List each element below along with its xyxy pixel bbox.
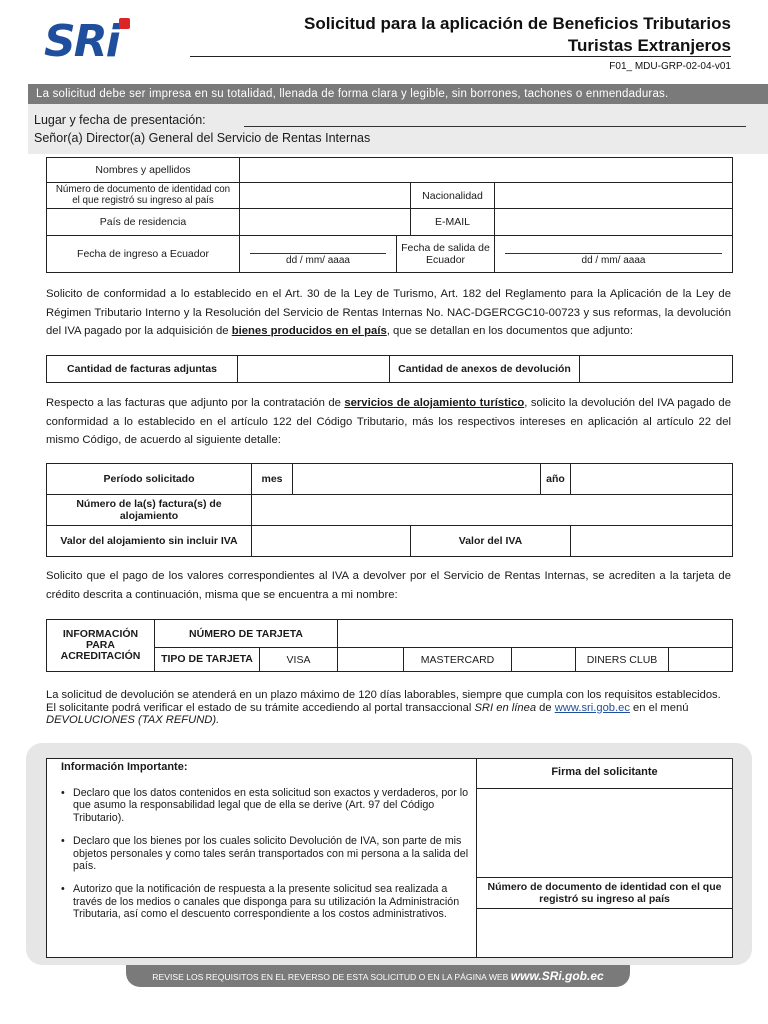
info-acreditacion-label: INFORMACIÓN PARA ACREDITACIÓN xyxy=(47,620,155,672)
plazo-line3 xyxy=(46,714,731,727)
cantidad-anexos-label: Cantidad de anexos de devolución xyxy=(390,356,580,383)
valor-iva-label: Valor del IVA xyxy=(411,526,571,557)
cantidad-facturas-field[interactable] xyxy=(238,356,390,383)
fecha-ingreso-format: dd / mm/ aaaa xyxy=(286,255,350,266)
sri-logo xyxy=(44,16,134,68)
mastercard-checkbox[interactable] xyxy=(512,648,576,672)
pais-label: País de residencia xyxy=(47,209,240,236)
solicitud-alojamiento-paragraph xyxy=(46,394,731,450)
signature-documento-label: Número de documento de identidad con el que registró su ingreso al país xyxy=(477,877,732,909)
pago-tarjeta-paragraph: Solicito que el pago de los valores correspondientes al IVA a devolver por el Servicio de Rentas Internas, se acrediten a la tarjeta de crédito descrita a continuación, misma que se encuentra a mi nombre: xyxy=(46,570,731,601)
para1-text-a: Solicito de conformidad a lo establecido en el Art. 30 de la Ley de Turismo, Art. 182 del Reglamento para la Aplicación de la Ley de Régimen Tributario Interno y la Resolución del Servicio de Rentas Internas No. NAC-DGERCGC10-00723 y sus reformas, la devolución del IVA pagado por la adquisición de xyxy=(46,288,731,337)
presentation-section xyxy=(28,104,768,154)
signature-box xyxy=(476,758,733,958)
important-info-box xyxy=(46,758,478,958)
email-label: E-MAIL xyxy=(411,209,495,236)
valor-iva-field[interactable] xyxy=(571,526,733,557)
firma-label: Firma del solicitante xyxy=(477,759,732,789)
cantidad-anexos-field[interactable] xyxy=(580,356,733,383)
cantidad-facturas-label: Cantidad de facturas adjuntas xyxy=(47,356,238,383)
addressee: Señor(a) Director(a) General del Servicio de Rentas Internas xyxy=(34,131,371,145)
lugar-fecha-field[interactable] xyxy=(244,126,746,127)
devoluciones-menu: DEVOLUCIONES (TAX REFUND). xyxy=(46,714,220,726)
numero-tarjeta-label: NÚMERO DE TARJETA xyxy=(155,620,338,648)
numero-tarjeta-field[interactable] xyxy=(338,620,733,648)
para2-emphasis: servicios de alojamiento turístico xyxy=(344,397,525,409)
important-info-title: Información Importante: xyxy=(61,761,188,773)
periodo-label: Período solicitado xyxy=(47,464,252,495)
footer-text: REVISE LOS REQUISITOS EN EL REVERSO DE ESTA SOLICITUD O EN LA PÁGINA WEB xyxy=(152,972,511,982)
mes-label: mes xyxy=(252,464,293,495)
mastercard-label: MASTERCARD xyxy=(404,648,512,672)
tipo-tarjeta-label: TIPO DE TARJETA xyxy=(155,648,260,672)
important-item-3: • Autorizo que la notificación de respuesta a la presente solicitud sea realizada a través de los medios o canales que disponga para su utilización la Administración Tributaria, así como el descuento correspondiente a los costos administrativos. xyxy=(61,883,469,920)
signature-documento-field[interactable] xyxy=(477,909,732,957)
footer-website[interactable]: www.SRi.gob.ec xyxy=(510,969,604,983)
footer-bar xyxy=(126,965,630,987)
title-divider xyxy=(190,56,731,57)
plazo-line2-c: en el menú xyxy=(629,701,689,714)
plazo-line2 xyxy=(46,702,731,715)
form-title-line1: Solicitud para la aplicación de Beneficios Tributarios xyxy=(303,14,731,33)
para2-text-b: , solicito la devolución del IVA pagado de conformidad a lo establecido en el artículo 122 del Código Tributario, más los respectivos intereses en aplicación al artículo 22 del mismo Código, de acuerdo al siguiente detalle: xyxy=(46,397,731,446)
fecha-ingreso-label: Fecha de ingreso a Ecuador xyxy=(47,236,240,273)
fecha-salida-field[interactable] xyxy=(495,236,733,273)
fecha-salida-line xyxy=(505,248,722,254)
visa-label: VISA xyxy=(260,648,338,672)
lugar-fecha-label: Lugar y fecha de presentación: xyxy=(34,113,206,127)
visa-checkbox[interactable] xyxy=(338,648,404,672)
nombres-field[interactable] xyxy=(240,158,733,183)
nacionalidad-field[interactable] xyxy=(495,183,733,209)
important-item-2: • Declaro que los bienes por los cuales solicito Devolución de IVA, son parte de mis objetos personales y como tales serán transportados con mi persona a la salida del país. xyxy=(61,835,469,872)
numero-facturas-label: Número de la(s) factura(s) de alojamiento xyxy=(47,495,252,526)
diners-checkbox[interactable] xyxy=(669,648,733,672)
card-table xyxy=(46,619,733,672)
plazo-paragraph xyxy=(46,689,731,727)
fecha-ingreso-line xyxy=(250,248,386,254)
firma-field[interactable] xyxy=(477,789,732,877)
email-field[interactable] xyxy=(495,209,733,236)
valor-sin-iva-field[interactable] xyxy=(252,526,411,557)
documento-field[interactable] xyxy=(240,183,411,209)
nombres-label: Nombres y apellidos xyxy=(47,158,240,183)
alojamiento-table xyxy=(46,463,733,557)
fecha-ingreso-field[interactable] xyxy=(240,236,397,273)
fecha-salida-label: Fecha de salida de Ecuador xyxy=(397,236,495,273)
documento-label: Número de documento de identidad con el que registró su ingreso al país xyxy=(47,183,240,209)
pais-field[interactable] xyxy=(240,209,411,236)
valor-sin-iva-label: Valor del alojamiento sin incluir IVA xyxy=(47,526,252,557)
logo-red-mark xyxy=(119,18,130,29)
important-item-1: • Declaro que los datos contenidos en esta solicitud son exactos y verdaderos, por lo que asumo la responsabilidad legal que de ella se derive (Art. 97 del Código Tributario). xyxy=(61,787,469,824)
anio-field[interactable] xyxy=(571,464,733,495)
nacionalidad-label: Nacionalidad xyxy=(411,183,495,209)
mes-field[interactable] xyxy=(293,464,541,495)
para1-emphasis: bienes producidos en el país xyxy=(231,325,387,337)
plazo-line1: La solicitud de devolución se atenderá en un plazo máximo de 120 días laborables, siempre que cumpla con los requisitos establecidos. xyxy=(46,689,721,701)
para1-text-b: , que se detallan en los documentos que adjunto: xyxy=(386,325,633,337)
form-title-line2: Turistas Extranjeros xyxy=(567,36,731,55)
plazo-line2-a: El solicitante podrá verificar el estado de su trámite accediendo al portal transaccional xyxy=(46,701,475,714)
sri-website-link[interactable]: www.sri.gob.ec xyxy=(554,701,630,714)
solicitud-bienes-paragraph xyxy=(46,285,731,341)
logo-text: SRi xyxy=(44,16,119,67)
fecha-salida-format: dd / mm/ aaaa xyxy=(581,255,646,266)
para2-text-a: Respecto a las facturas que adjunto por la contratación de xyxy=(46,397,345,409)
instructions-banner: La solicitud debe ser impresa en su totalidad, llenada de forma clara y legible, sin borrones, tachones o enmendaduras. xyxy=(28,84,768,104)
numero-facturas-field[interactable] xyxy=(252,495,733,526)
portal-name: SRI en línea xyxy=(474,701,537,714)
anio-label: año xyxy=(541,464,571,495)
facturas-table xyxy=(46,355,733,383)
identity-table xyxy=(46,157,733,273)
diners-label: DINERS CLUB xyxy=(576,648,669,672)
plazo-line2-b: de xyxy=(536,701,555,714)
important-info-list xyxy=(61,787,469,921)
form-code: F01_ MDU-GRP-02-04-v01 xyxy=(609,61,731,72)
